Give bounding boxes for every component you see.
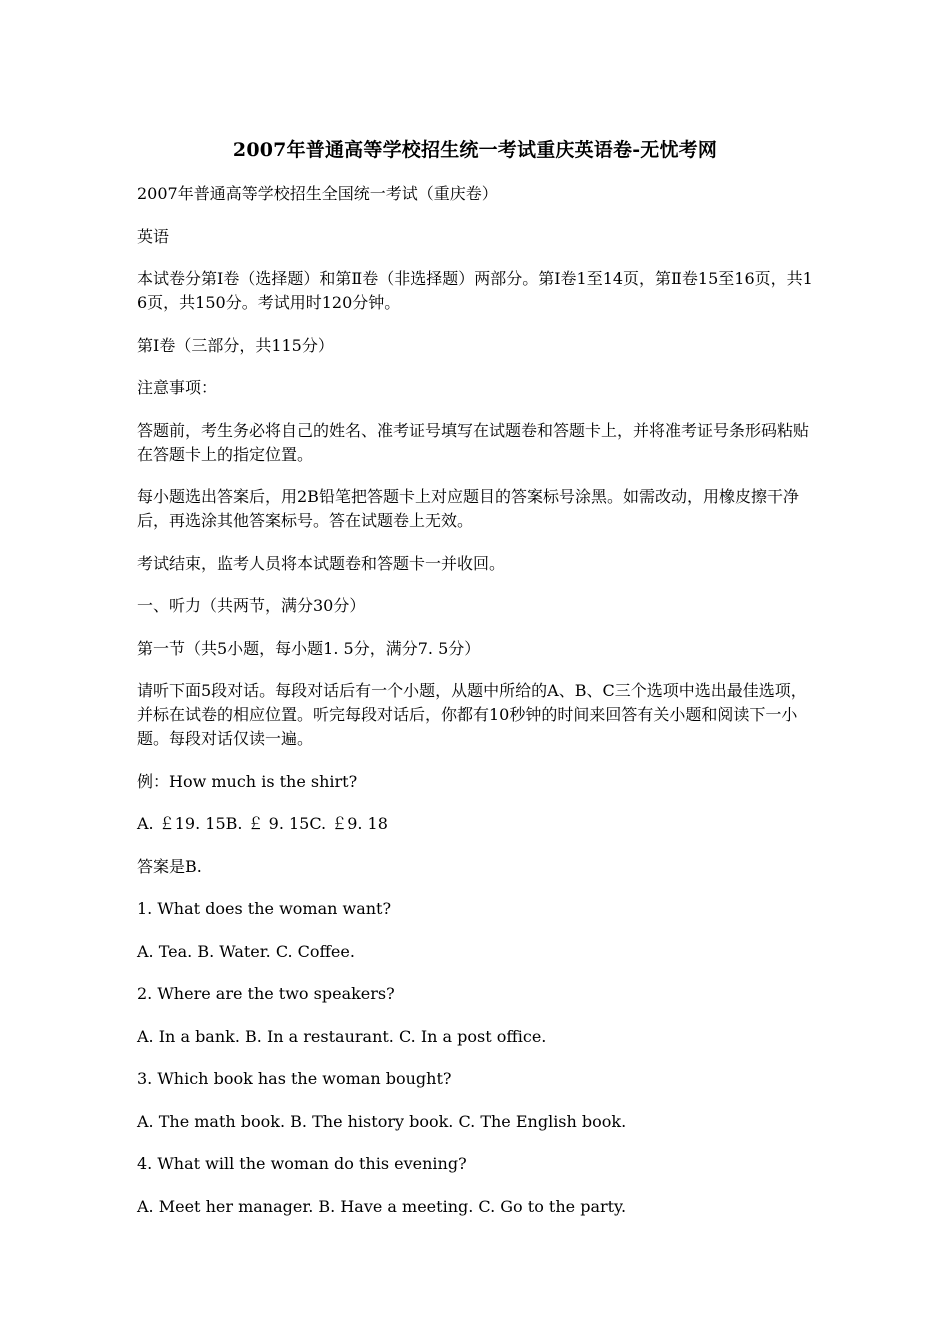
- paragraph-section-listening: 一、听力（共两节，满分30分）: [137, 596, 366, 615]
- paragraph-note-3: 考试结束，监考人员将本试题卷和答题卡一并收回。: [137, 553, 506, 573]
- question-3-options: A. The math book. B. The history book. C. The English book.: [137, 1111, 627, 1131]
- paragraph-notes-heading: 注意事项：: [137, 378, 218, 397]
- question-2-options: A. In a bank. B. In a restaurant. C. In a post office.: [137, 1026, 547, 1046]
- paragraph-exam-structure: 本试卷分第Ⅰ卷（选择题）和第Ⅱ卷（非选择题）两部分。第Ⅰ卷1至14页，第Ⅱ卷15至16页，共16页，共150分。考试用时120分钟。: [137, 269, 813, 312]
- question-1: 1. What does the woman want?: [137, 899, 392, 918]
- paragraph-example-options: A. ￡19. 15B. ￡ 9. 15C. ￡9. 18: [137, 814, 388, 833]
- question-4: 4. What will the woman do this evening?: [137, 1154, 467, 1173]
- question-2: 2. Where are the two speakers?: [137, 984, 395, 1003]
- paragraph-example-answer: 答案是B.: [137, 856, 202, 876]
- document-body: [137, 182, 817, 1237]
- question-1-options: A. Tea. B. Water. C. Coffee.: [137, 941, 355, 961]
- document-title: 2007年普通高等学校招生统一考试重庆英语卷-无忧考网: [232, 139, 718, 161]
- question-4-options: A. Meet her manager. B. Have a meeting. C. Go to the party.: [137, 1196, 627, 1216]
- question-3: 3. Which book has the woman bought?: [137, 1069, 452, 1088]
- paragraph-instructions: 请听下面5段对话。每段对话后有一个小题，从题中所给的A、B、C三个选项中选出最佳选项，并标在试卷的相应位置。听完每段对话后，你都有10秒钟的时间来回答有关小题和阅读下一小题。每段对话仅读一遍。: [137, 681, 807, 748]
- paragraph-example-question: 例：How much is the shirt?: [137, 771, 358, 791]
- paragraph-note-1: 答题前，考生务必将自己的姓名、准考证号填写在试题卷和答题卡上，并将准考证号条形码粘贴在答题卡上的指定位置。: [137, 420, 810, 464]
- paragraph-note-2: 每小题选出答案后，用2B铅笔把答题卡上对应题目的答案标号涂黑。如需改动，用橡皮擦干净后，再选涂其他答案标号。答在试题卷上无效。: [137, 487, 799, 530]
- paragraph-volume-one: 第Ⅰ卷（三部分，共115分）: [137, 335, 334, 355]
- paragraph-part-one: 第一节（共5小题，每小题1. 5分，满分7. 5分）: [137, 638, 481, 658]
- paragraph-exam-name: 2007年普通高等学校招生全国统一考试（重庆卷）: [137, 184, 498, 203]
- paragraph-subject: 英语: [137, 226, 170, 246]
